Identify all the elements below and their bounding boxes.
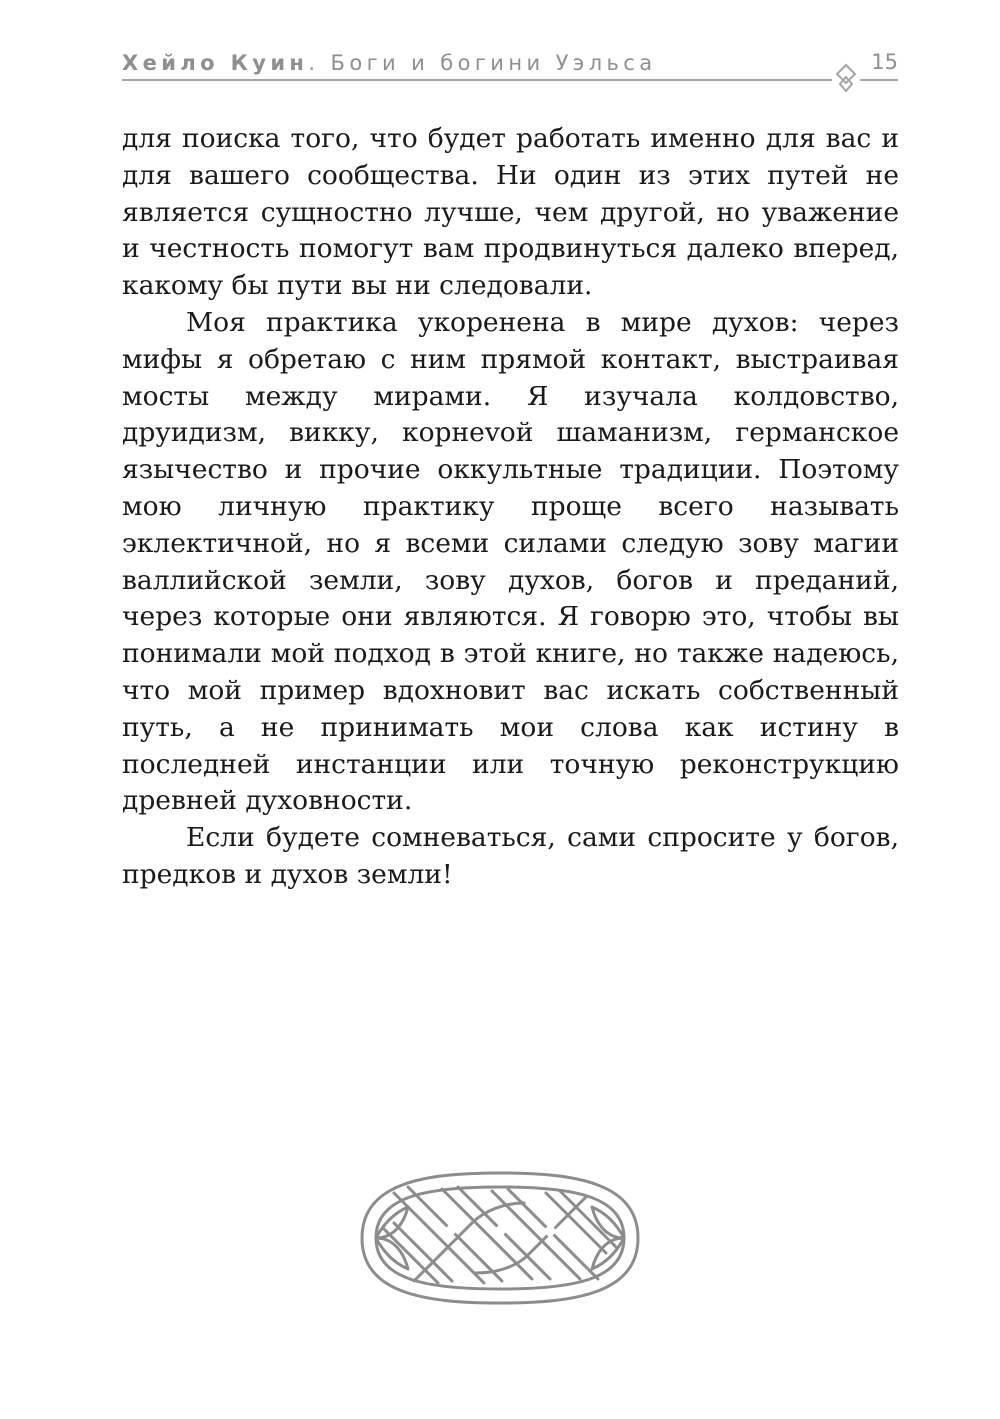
running-title — [122, 51, 657, 75]
running-header — [122, 50, 898, 90]
page-number: 15 — [871, 50, 898, 74]
author-name: Хейло Куин — [122, 51, 309, 75]
body-text — [122, 121, 899, 894]
title-separator: . — [308, 51, 331, 75]
paragraph-3: Если будете сомневаться, сами спросите у богов, предков и духов земли! — [122, 822, 899, 890]
header-rule-tail — [860, 79, 898, 81]
diamond-ornament-icon — [835, 63, 857, 95]
book-title: Боги и богини Уэльса — [330, 51, 657, 75]
header-rule — [122, 79, 832, 81]
paragraph-2: Моя практика укоренена в мире духов: через мифы я обретаю с ним прямой контакт, выстраивая мосты между мирами. Я изучала колдовство, друидизм, викку, корнеvой шаманизм, германское язычество и прочие оккультные традиции. Поэтому мою личную практику проще всего называть эклектичной, но я всеми силами следую зову магии валлийской земли, зову духов, богов и преданий, через которые они являются. Я говорю это, чтобы вы понимали мой подход в этой книге, но также надеюсь, что мой пример вдохновит вас искать собственный путь, а не принимать мои слова как истину в последней инстанции или точную реконструкцию древней духовности. — [122, 306, 899, 817]
paragraph-1: для поиска того, что будет работать именно для вас и для вашего сообщества. Ни один из этих путей не является сущностно лучше, чем другой, но уважение и честность помогут вам продвинуться далеко вперед, какому бы пути вы ни следовали. — [122, 123, 899, 302]
celtic-knot-ornament — [354, 1163, 646, 1313]
